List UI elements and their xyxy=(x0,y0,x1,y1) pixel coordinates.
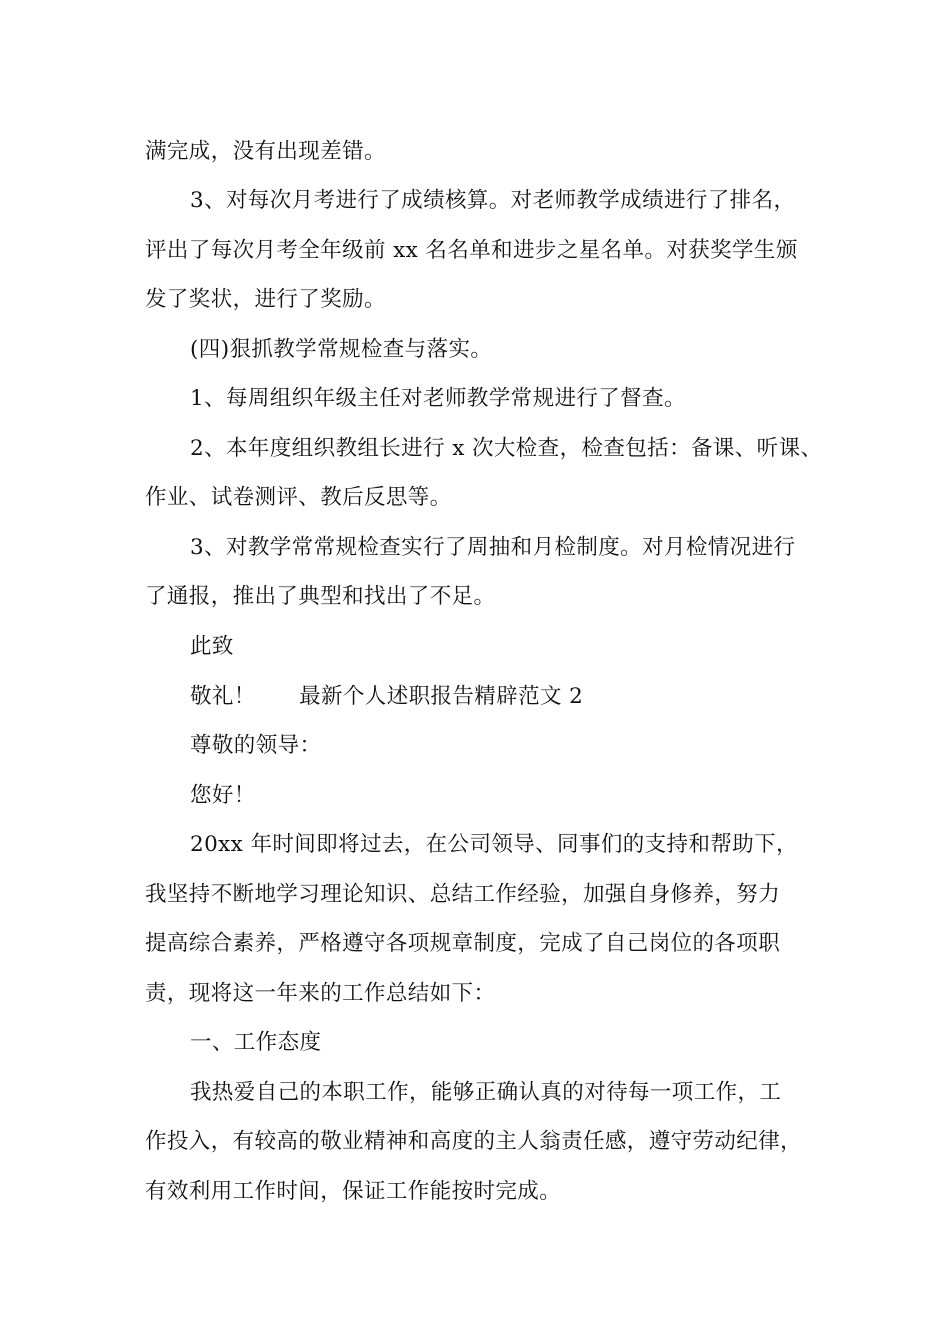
text-line-4: 发了奖状，进行了奖励。 xyxy=(145,287,386,312)
salutation-and-title: 敬礼！ 最新个人述职报告精辟范文 2 xyxy=(190,684,584,709)
section-heading-4: (四)狠抓教学常规检查与落实。 xyxy=(190,337,493,362)
text-line-20: 我热爱自己的本职工作，能够正确认真的对待每一项工作，工 xyxy=(190,1080,782,1105)
text-line-17: 提高综合素养，严格遵守各项规章制度，完成了自己岗位的各项职 xyxy=(145,931,781,956)
text-line-6: 1、每周组织年级主任对老师教学常规进行了督查。 xyxy=(190,386,686,411)
text-line-15: 20xx 年时间即将过去，在公司领导、同事们的支持和帮助下， xyxy=(190,832,798,857)
text-line-9: 3、对教学常常规检查实行了周抽和月检制度。对月检情况进行 xyxy=(190,535,796,560)
text-line-2: 3、对每次月考进行了成绩核算。对老师教学成绩进行了排名， xyxy=(190,188,796,213)
section-heading-1: 一、工作态度 xyxy=(190,1030,322,1055)
text-line-21: 作投入，有较高的敬业精神和高度的主人翁责任感，遵守劳动纪律， xyxy=(145,1129,803,1154)
greeting-recipient: 尊敬的领导： xyxy=(190,733,322,758)
greeting-hello: 您好！ xyxy=(190,783,256,808)
text-line-16: 我坚持不断地学习理论知识、总结工作经验，加强自身修养，努力 xyxy=(145,882,781,907)
text-line-22: 有效利用工作时间，保证工作能按时完成。 xyxy=(145,1179,562,1204)
text-line-18: 责，现将这一年来的工作总结如下： xyxy=(145,981,496,1006)
text-line-8: 作业、试卷测评、教后反思等。 xyxy=(145,485,452,510)
text-line-3: 评出了每次月考全年级前 xx 名名单和进步之星名单。对获奖学生颁 xyxy=(145,238,798,263)
closing-line: 此致 xyxy=(190,634,234,659)
text-line-1: 满完成，没有出现差错。 xyxy=(145,139,386,164)
text-line-10: 了通报，推出了典型和找出了不足。 xyxy=(145,584,496,609)
text-line-7: 2、本年度组织教组长进行 x 次大检查，检查包括：备课、听课、 xyxy=(190,436,823,461)
